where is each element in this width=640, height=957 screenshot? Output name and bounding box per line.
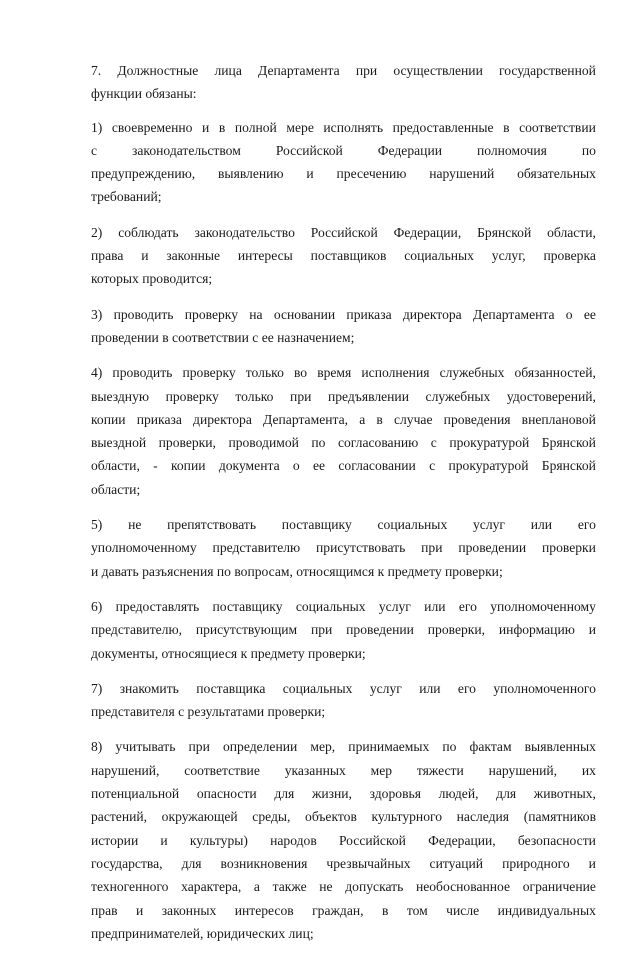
text-line: предпринимателей, юридических лиц; bbox=[91, 925, 314, 941]
text-line: области; bbox=[91, 481, 141, 497]
item-3-paragraph bbox=[91, 303, 596, 350]
text-line: потенциальной опасности для жизни, здоровья людей, для животных, bbox=[91, 786, 596, 802]
text-line: 2) соблюдать законодательство Российской Федерации, Брянской области, bbox=[91, 224, 596, 240]
text-line: 1) своевременно и в полной мере исполнять предоставленные в соответствии bbox=[91, 119, 596, 135]
text-line: области, - копии документа о ее согласовании с прокуратурой Брянской bbox=[91, 458, 596, 474]
text-line: которых проводится; bbox=[91, 271, 213, 287]
text-line: документы, относящиеся к предмету проверки; bbox=[91, 645, 366, 661]
text-line: 5) не препятствовать поставщику социальных услуг или его bbox=[91, 517, 596, 533]
item-8-paragraph bbox=[91, 735, 596, 945]
text-line: функции обязаны: bbox=[91, 86, 197, 102]
text-line: государства, для возникновения чрезвычайных ситуаций природного и bbox=[91, 855, 596, 871]
text-line: нарушений, соответствие указанных мер тяжести нарушений, их bbox=[91, 762, 596, 778]
text-line: выездную проверку только при предъявлении служебных удостоверений, bbox=[91, 388, 596, 404]
text-line: предупреждению, выявлению и пресечению нарушений обязательных bbox=[91, 166, 596, 182]
text-line: уполномоченному представителю присутствовать при проведении проверки bbox=[91, 540, 596, 556]
text-line: 7. Должностные лица Департамента при осуществлении государственной bbox=[91, 63, 596, 78]
text-line: растений, окружающей среды, объектов культурного наследия (памятников bbox=[91, 809, 596, 825]
item-2-paragraph bbox=[91, 221, 596, 291]
text-line: представителю, присутствующим при проведении проверки, информацию и bbox=[91, 622, 596, 638]
text-line: копии приказа директора Департамента, а в случае проведения внеплановой bbox=[91, 411, 596, 427]
text-line: 4) проводить проверку только во время исполнения служебных обязанностей, bbox=[91, 365, 596, 381]
item-4-paragraph bbox=[91, 361, 596, 501]
text-line: 3) проводить проверку на основании приказа директора Департамента о ее bbox=[91, 306, 596, 322]
text-line: с законодательством Российской Федерации полномочия по bbox=[91, 142, 596, 158]
text-line: требований; bbox=[91, 189, 162, 205]
text-line: проведении в соответствии с ее назначением; bbox=[91, 329, 355, 345]
document-body bbox=[91, 59, 596, 957]
text-line: и давать разъяснения по вопросам, относящимся к предмету проверки; bbox=[91, 563, 503, 579]
text-line: прав и законных интересов граждан, в том числе индивидуальных bbox=[91, 902, 596, 918]
text-line: техногенного характера, а также не допускать необоснованное ограничение bbox=[91, 879, 596, 895]
text-line: 6) предоставлять поставщику социальных услуг или его уполномоченному bbox=[91, 598, 596, 614]
item-7-paragraph bbox=[91, 677, 596, 724]
text-line: представителя с результатами проверки; bbox=[91, 704, 326, 720]
item-6-paragraph bbox=[91, 595, 596, 665]
item-1-paragraph bbox=[91, 116, 596, 209]
item-5-paragraph bbox=[91, 513, 596, 583]
text-line: 8) учитывать при определении мер, принимаемых по фактам выявленных bbox=[91, 739, 596, 755]
text-line: 7) знакомить поставщика социальных услуг или его уполномоченного bbox=[91, 680, 596, 696]
text-line: права и законные интересы поставщиков социальных услуг, проверка bbox=[91, 248, 596, 264]
text-line: истории и культуры) народов Российской Федерации, безопасности bbox=[91, 832, 596, 848]
text-line: выездной проверки, проводимой по согласованию с прокуратурой Брянской bbox=[91, 435, 596, 451]
intro-paragraph bbox=[91, 59, 596, 106]
